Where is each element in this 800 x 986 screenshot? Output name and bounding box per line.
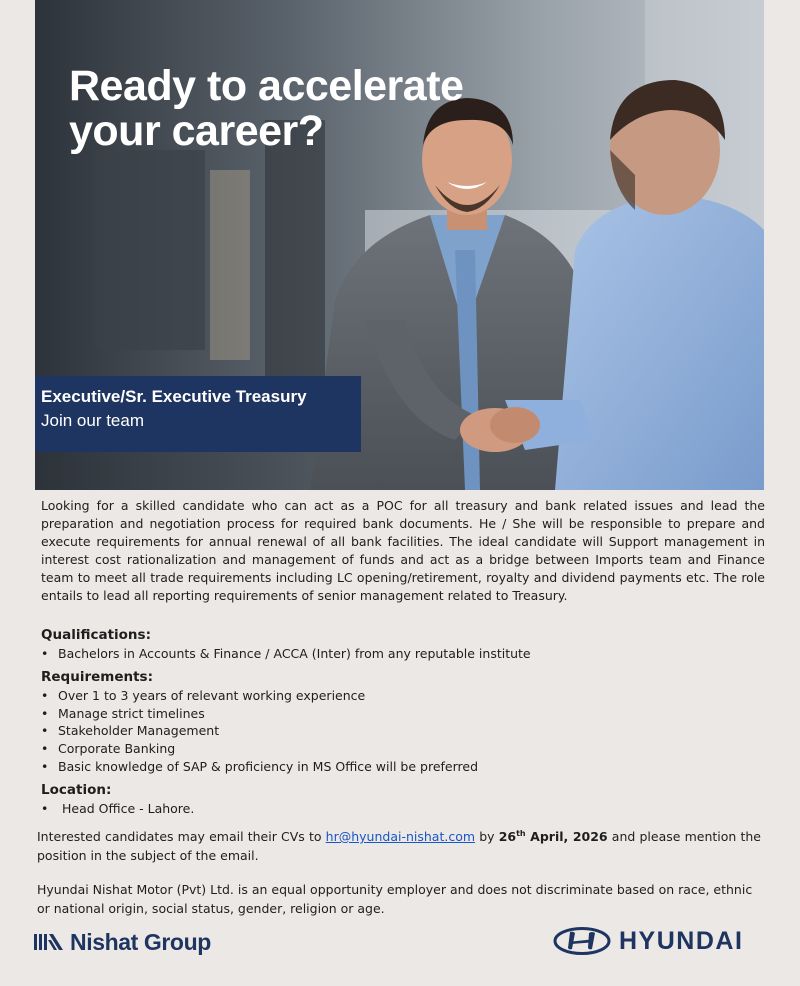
list-item: • Stakeholder Management	[41, 722, 765, 740]
application-instructions	[37, 827, 761, 865]
equal-opportunity-statement: Hyundai Nishat Motor (Pvt) Ltd. is an equal opportunity employer and does not discriminate based on race, ethnic or national origin, social status, gender, religion or age.	[37, 882, 753, 916]
hero-headline-line2: your career?	[69, 107, 324, 155]
job-description-section	[41, 497, 765, 818]
hyundai-logo-text: HYUNDAI	[619, 926, 744, 955]
job-description: Looking for a skilled candidate who can act as a POC for all treasury and bank related issues and lead the preparation and negotiation process for required bank documents. He / She will be responsible to prepare and execute requirements for annual renewal of all bank facilities. The ideal candidate will Support management in interest cost rationalization and management of funds and act as a bridge between Imports team and Finance team to meet all trade requirements including LC opening/retirement, royalty and dividend payments etc. The role entails to lead all reporting requirements of senior management related to Treasury.	[41, 498, 765, 603]
location-heading: Location:	[41, 781, 112, 798]
hero-headline	[69, 64, 463, 154]
list-item: • Head Office - Lahore.	[41, 800, 765, 818]
apply-by: by	[475, 829, 499, 844]
job-subtitle: Join our team	[41, 411, 144, 430]
apply-suffix: and please mention the position in the subject of the email.	[37, 829, 761, 863]
deadline-date	[499, 829, 608, 844]
hero-headline-line1: Ready to accelerate	[69, 62, 464, 110]
list-item: • Corporate Banking	[41, 740, 765, 758]
hyundai-emblem-icon	[553, 927, 611, 955]
list-item: • Bachelors in Accounts & Finance / ACCA (Inter) from any reputable institute	[41, 645, 765, 663]
requirements-list	[41, 687, 765, 776]
hero-image	[35, 0, 764, 490]
list-item: • Basic knowledge of SAP & proficiency in MS Office will be preferred	[41, 758, 765, 776]
deadline-day-suffix: th	[516, 828, 526, 838]
qualifications-list	[41, 645, 765, 663]
list-item: • Over 1 to 3 years of relevant working experience	[41, 687, 765, 705]
deadline-month-year: April, 2026	[525, 829, 608, 844]
nishat-logo-text: Nishat Group	[70, 928, 211, 955]
qualifications-heading: Qualifications:	[41, 627, 151, 643]
location-list	[41, 800, 765, 818]
list-item: • Manage strict timelines	[41, 705, 765, 723]
email-link[interactable]: hr@hyundai-nishat.com	[325, 829, 476, 844]
hyundai-logo	[553, 926, 743, 956]
job-title-banner	[35, 376, 361, 452]
apply-prefix: Interested candidates may email their CVs to	[37, 829, 326, 844]
nishat-group-logo	[34, 928, 211, 956]
deadline-day: 26	[498, 829, 517, 844]
requirements-heading: Requirements:	[41, 668, 153, 685]
job-title: Executive/Sr. Executive Treasury	[41, 387, 307, 406]
nishat-mark-icon	[34, 932, 64, 952]
